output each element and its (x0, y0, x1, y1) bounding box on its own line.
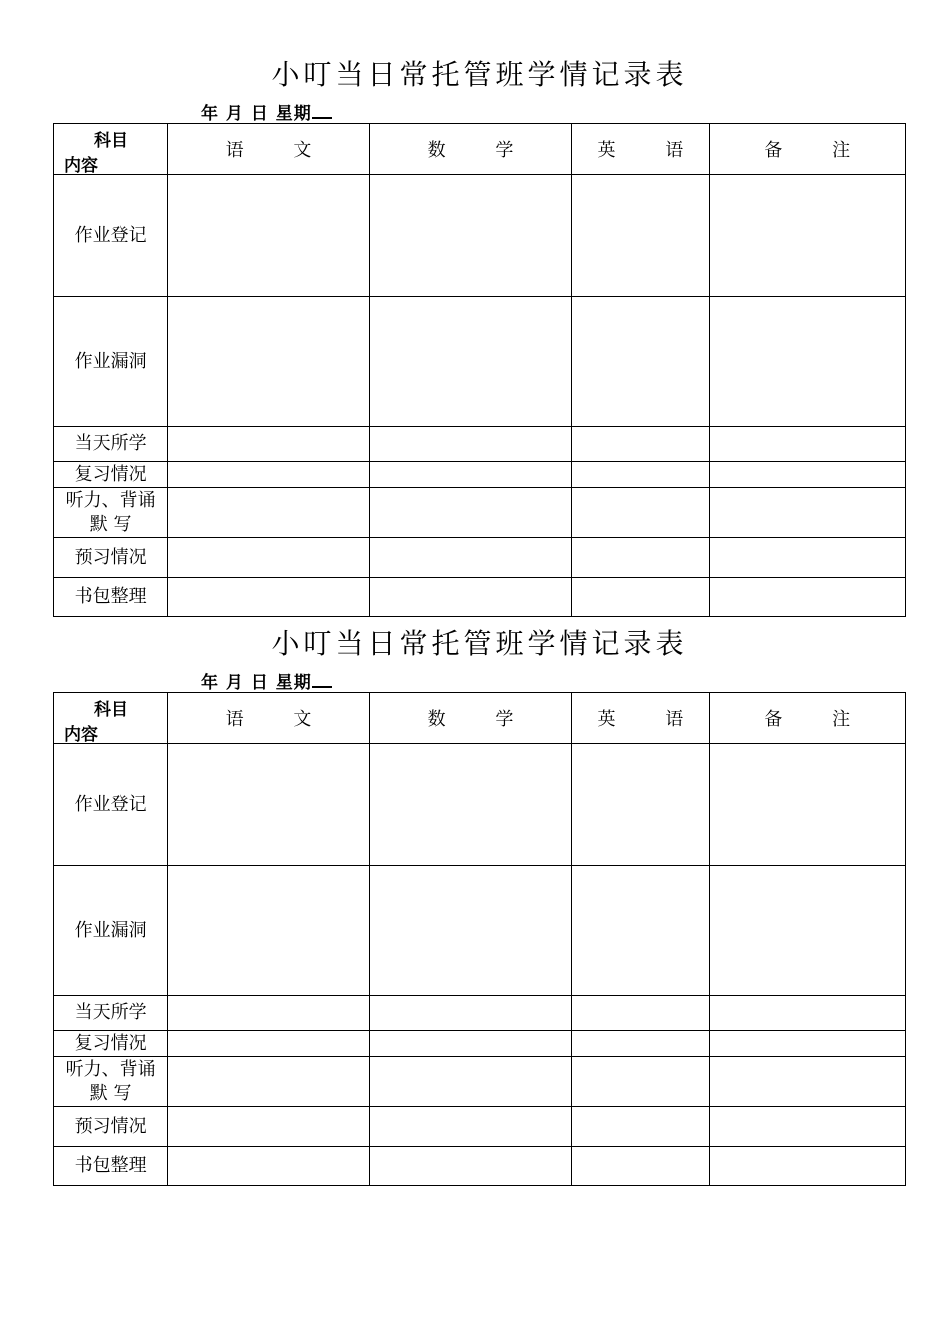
notes-header: 备 注 (709, 124, 905, 175)
input-cell[interactable] (168, 744, 369, 866)
input-cell[interactable] (709, 744, 905, 866)
record-form-1 (53, 55, 906, 617)
corner-header-cell (54, 124, 168, 175)
table-row (54, 996, 906, 1031)
input-cell[interactable] (168, 578, 369, 617)
input-cell[interactable] (369, 175, 571, 297)
table-row (54, 538, 906, 578)
input-cell[interactable] (369, 538, 571, 578)
row-label-listening-recitation (54, 1057, 168, 1107)
subject-math-header: 数 学 (369, 124, 571, 175)
row-label-learned-today: 当天所学 (54, 996, 168, 1031)
input-cell[interactable] (572, 866, 709, 996)
input-cell[interactable] (572, 538, 709, 578)
input-cell[interactable] (369, 996, 571, 1031)
row-label-preview: 预习情况 (54, 1107, 168, 1147)
input-cell[interactable] (572, 578, 709, 617)
row-label-preview: 预习情况 (54, 538, 168, 578)
input-cell[interactable] (709, 996, 905, 1031)
table-row (54, 1147, 906, 1186)
notes-header: 备 注 (709, 693, 905, 744)
input-cell[interactable] (369, 1147, 571, 1186)
subject-english-header: 英 语 (572, 124, 709, 175)
input-cell[interactable] (369, 744, 571, 866)
row-label-review: 复习情况 (54, 1031, 168, 1057)
input-cell[interactable] (572, 175, 709, 297)
input-cell[interactable] (168, 488, 369, 538)
input-cell[interactable] (572, 297, 709, 427)
corner-subject-label: 科目 (94, 700, 128, 720)
corner-content-label: 内容 (64, 725, 98, 745)
input-cell[interactable] (168, 175, 369, 297)
table-row (54, 1031, 906, 1057)
label-line: 听力、背诵 (65, 1058, 156, 1080)
date-line (53, 664, 906, 692)
row-label-review: 复习情况 (54, 462, 168, 488)
input-cell[interactable] (709, 866, 905, 996)
input-cell[interactable] (369, 1057, 571, 1107)
row-label-schoolbag: 书包整理 (54, 1147, 168, 1186)
input-cell[interactable] (168, 1031, 369, 1057)
input-cell[interactable] (709, 1107, 905, 1147)
label-line: 默 写 (89, 1082, 132, 1104)
subject-chinese-header: 语 文 (168, 693, 369, 744)
input-cell[interactable] (572, 1147, 709, 1186)
input-cell[interactable] (369, 488, 571, 538)
input-cell[interactable] (709, 175, 905, 297)
subject-chinese-header: 语 文 (168, 124, 369, 175)
corner-content-label: 内容 (64, 156, 98, 176)
input-cell[interactable] (709, 578, 905, 617)
header-row (54, 124, 906, 175)
table-row (54, 488, 906, 538)
input-cell[interactable] (369, 578, 571, 617)
label-line: 听力、背诵 (65, 489, 156, 511)
input-cell[interactable] (572, 1057, 709, 1107)
header-row (54, 693, 906, 744)
record-form-2 (53, 624, 906, 1186)
subject-math-header: 数 学 (369, 693, 571, 744)
record-table (53, 692, 906, 1186)
input-cell[interactable] (572, 462, 709, 488)
input-cell[interactable] (709, 538, 905, 578)
input-cell[interactable] (572, 1031, 709, 1057)
table-row (54, 866, 906, 996)
row-label-homework-gaps: 作业漏洞 (54, 297, 168, 427)
row-label-homework-gaps: 作业漏洞 (54, 866, 168, 996)
input-cell[interactable] (168, 427, 369, 462)
date-line (53, 95, 906, 123)
input-cell[interactable] (168, 996, 369, 1031)
input-cell[interactable] (709, 1031, 905, 1057)
weekday-blank[interactable] (312, 103, 332, 119)
input-cell[interactable] (168, 1057, 369, 1107)
input-cell[interactable] (709, 488, 905, 538)
input-cell[interactable] (168, 1147, 369, 1186)
corner-header-cell (54, 693, 168, 744)
table-row (54, 427, 906, 462)
input-cell[interactable] (572, 1107, 709, 1147)
record-table (53, 123, 906, 617)
row-label-homework-register: 作业登记 (54, 744, 168, 866)
form-title: 小叮当日常托管班学情记录表 (271, 627, 688, 660)
input-cell[interactable] (572, 744, 709, 866)
row-label-learned-today: 当天所学 (54, 427, 168, 462)
corner-subject-label: 科目 (94, 131, 128, 151)
input-cell[interactable] (168, 866, 369, 996)
input-cell[interactable] (709, 1147, 905, 1186)
date-label: 年 月 日 星期 (201, 673, 312, 693)
form-title: 小叮当日常托管班学情记录表 (271, 58, 688, 91)
input-cell[interactable] (369, 1107, 571, 1147)
label-line: 默 写 (89, 513, 132, 535)
input-cell[interactable] (168, 1107, 369, 1147)
subject-english-header: 英 语 (572, 693, 709, 744)
table-row (54, 175, 906, 297)
input-cell[interactable] (572, 488, 709, 538)
input-cell[interactable] (709, 427, 905, 462)
table-row (54, 1107, 906, 1147)
input-cell[interactable] (709, 462, 905, 488)
input-cell[interactable] (572, 996, 709, 1031)
table-row (54, 1057, 906, 1107)
input-cell[interactable] (369, 297, 571, 427)
input-cell[interactable] (369, 462, 571, 488)
row-label-listening-recitation (54, 488, 168, 538)
input-cell[interactable] (168, 462, 369, 488)
input-cell[interactable] (168, 538, 369, 578)
input-cell[interactable] (709, 1057, 905, 1107)
weekday-blank[interactable] (312, 672, 332, 688)
date-label: 年 月 日 星期 (201, 104, 312, 124)
table-row (54, 462, 906, 488)
input-cell[interactable] (572, 427, 709, 462)
input-cell[interactable] (168, 297, 369, 427)
table-row (54, 744, 906, 866)
table-row (54, 578, 906, 617)
input-cell[interactable] (369, 866, 571, 996)
row-label-homework-register: 作业登记 (54, 175, 168, 297)
row-label-schoolbag: 书包整理 (54, 578, 168, 617)
input-cell[interactable] (369, 427, 571, 462)
input-cell[interactable] (709, 297, 905, 427)
table-row (54, 297, 906, 427)
input-cell[interactable] (369, 1031, 571, 1057)
